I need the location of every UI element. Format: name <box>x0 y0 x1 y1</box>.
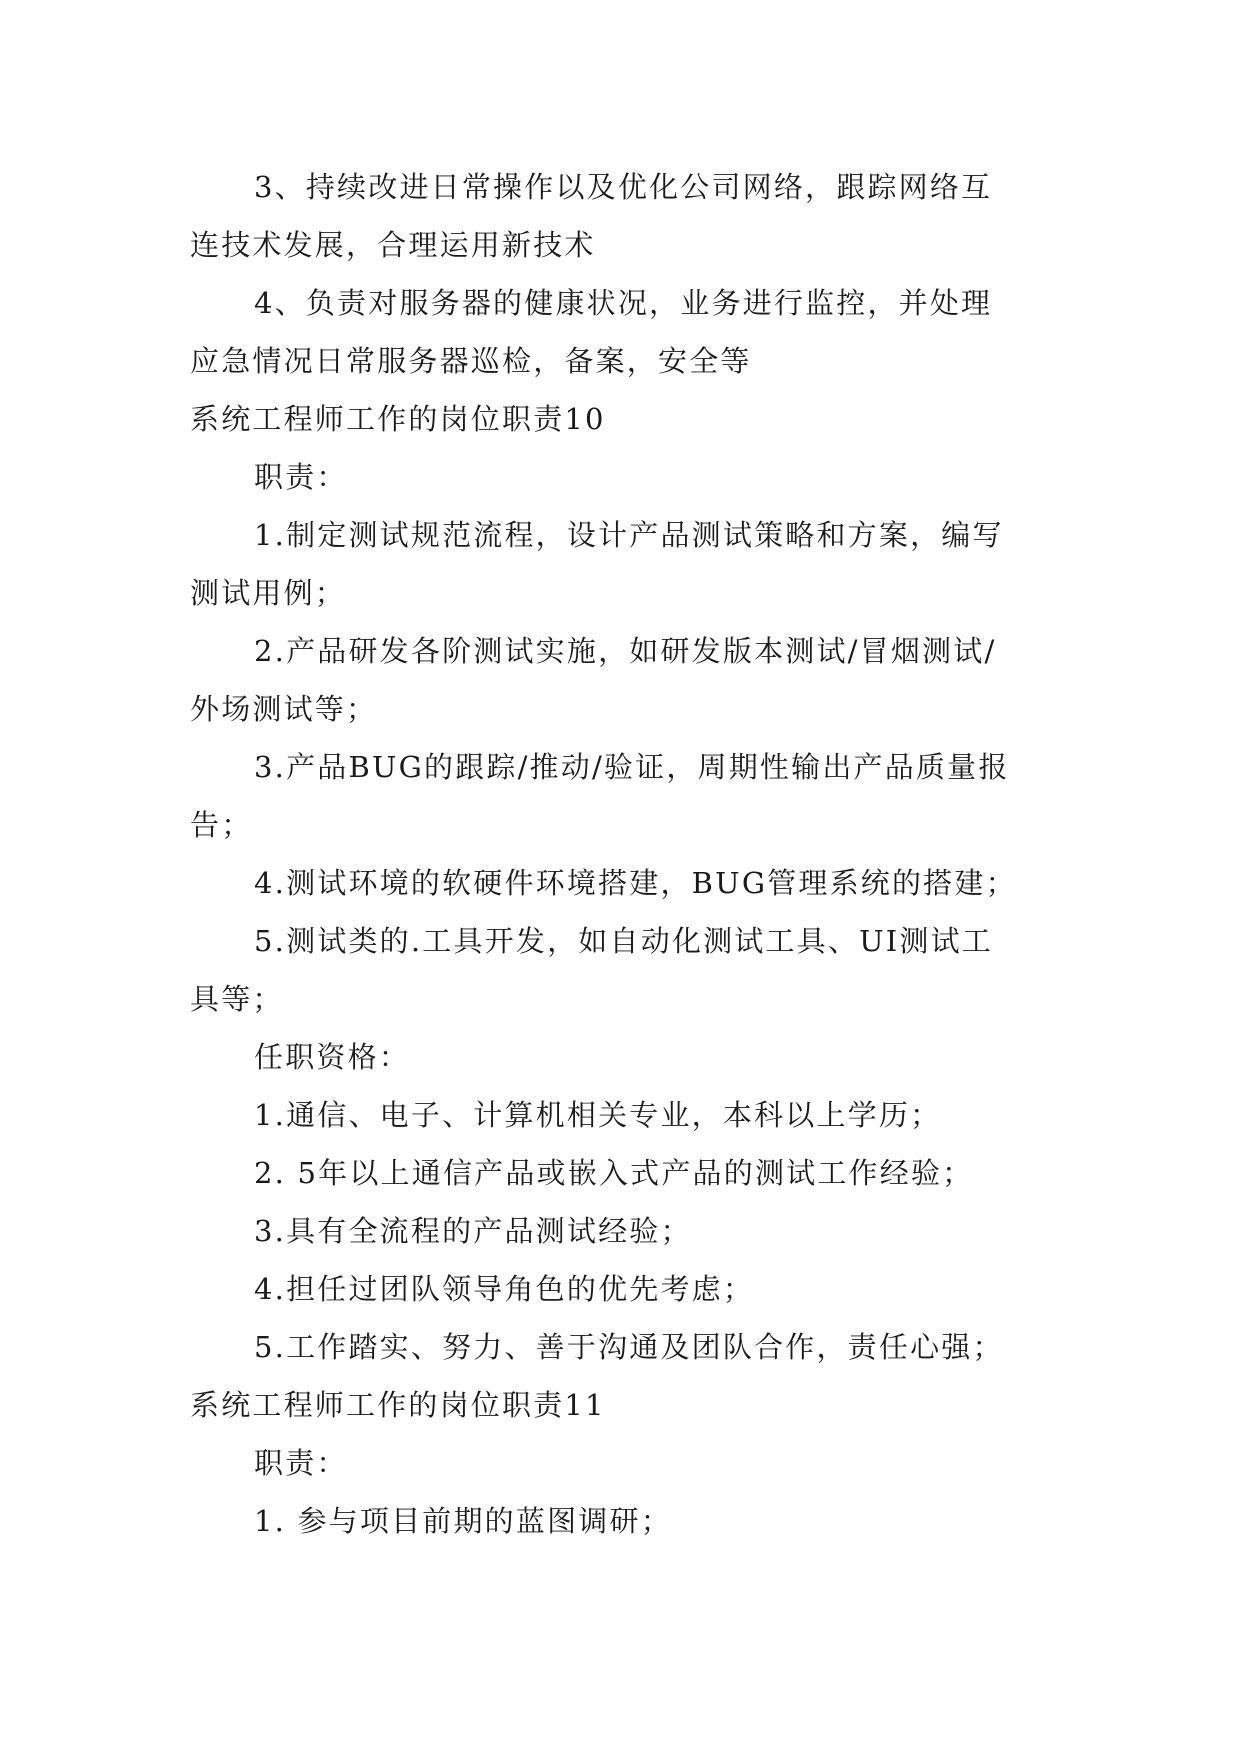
paragraph-line: 1.通信、电子、计算机相关专业，本科以上学历； <box>254 1098 942 1132</box>
text-line: 具等； <box>190 982 284 1016</box>
paragraph-line: 3.具有全流程的产品测试经验； <box>254 1214 692 1248</box>
paragraph-line: 1. 参与项目前期的蓝图调研； <box>254 1504 672 1538</box>
paragraph-line: 4.担任过团队领导角色的优先考虑； <box>254 1272 755 1306</box>
paragraph-line: 4.测试环境的软硬件环境搭建，BUG管理系统的搭建； <box>254 866 1017 900</box>
paragraph-line: 1.制定测试规范流程，设计产品测试策略和方案，编写 <box>254 518 1004 552</box>
paragraph-line: 2. 5年以上通信产品或嵌入式产品的测试工作经验； <box>254 1156 974 1190</box>
text-line: 告； <box>190 808 253 842</box>
paragraph-line: 职责： <box>254 460 348 494</box>
paragraph-line: 职责： <box>254 1446 348 1480</box>
paragraph-line: 任职资格： <box>254 1040 411 1074</box>
text-line: 系统工程师工作的岗位职责10 <box>190 402 606 436</box>
document-body <box>190 158 1050 1550</box>
paragraph-line: 2.产品研发各阶测试实施，如研发版本测试/冒烟测试/ <box>254 634 997 668</box>
text-line: 连技术发展，合理运用新技术 <box>190 228 596 262</box>
paragraph-line: 3.产品BUG的跟踪/推动/验证，周期性输出产品质量报 <box>254 750 1010 784</box>
text-line: 系统工程师工作的岗位职责11 <box>190 1388 606 1422</box>
paragraph-line: 5.工作踏实、努力、善于沟通及团队合作，责任心强； <box>254 1330 1004 1364</box>
text-line: 应急情况日常服务器巡检，备案，安全等 <box>190 344 752 378</box>
text-line: 测试用例； <box>190 576 347 610</box>
paragraph-line: 3、持续改进日常操作以及优化公司网络，跟踪网络互 <box>254 170 993 204</box>
text-line: 外场测试等； <box>190 692 378 726</box>
paragraph-line: 4、负责对服务器的健康状况，业务进行监控，并处理 <box>254 286 993 320</box>
paragraph-line: 5.测试类的.工具开发，如自动化测试工具、UI测试工 <box>254 924 993 958</box>
